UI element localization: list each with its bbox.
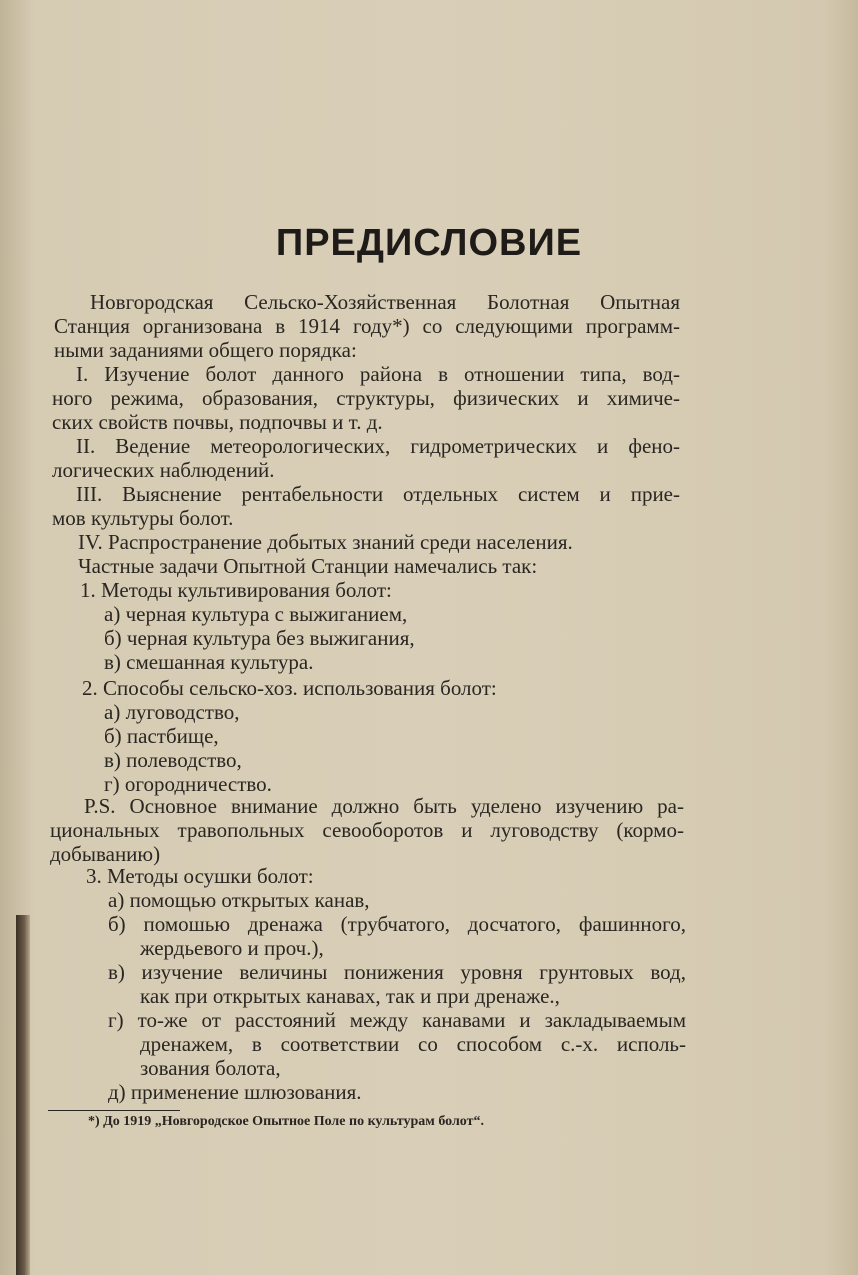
list-item: а) черная культура с выжиганием, (104, 602, 408, 626)
list-item: как при открытых канавах, так и при дренаже., (140, 984, 560, 1008)
text-line: ного режима, образования, структуры, физических и химиче- (52, 386, 680, 410)
text-line: логических наблюдений. (52, 458, 275, 482)
footnote: *) До 1919 „Новгородское Опытное Поле по культурам болот“. (88, 1114, 484, 1129)
text-line: ными заданиями общего порядка: (54, 338, 357, 362)
footnote-rule (48, 1110, 180, 1111)
text-line: III. Выяснение рентабельности отдельных систем и прие- (76, 482, 680, 506)
list-item: в) полеводство, (104, 748, 242, 772)
text-line: P.S. Основное внимание должно быть уделено изучению ра- (84, 794, 684, 818)
list-item: а) луговодство, (104, 700, 240, 724)
list-item: зования болота, (140, 1056, 281, 1080)
list-item: в) смешанная культура. (104, 650, 314, 674)
list-item: б) помошью дренажа (трубчатого, досчатого, фашинного, (108, 912, 686, 936)
text-line: IV. Распространение добытых знаний среди населения. (78, 530, 573, 554)
list-heading: 3. Методы осушки болот: (86, 864, 314, 888)
text-line: ских свойств почвы, подпочвы и т. д. (52, 410, 383, 434)
text-line: I. Изучение болот данного района в отношении типа, вод- (76, 362, 680, 386)
book-spine-shadow (16, 915, 30, 1275)
list-item: в) изучение величины понижения уровня грунтовых вод, (108, 960, 686, 984)
text-line: добыванию) (50, 842, 161, 866)
text-line: Станция организована в 1914 году*) со следующими программ- (54, 314, 680, 338)
text-line: циональных травопольных севооборотов и луговодству (кормо- (50, 818, 684, 842)
list-item: б) пастбище, (104, 724, 219, 748)
text-line: Частные задачи Опытной Станции намечались так: (78, 554, 538, 578)
list-heading: 2. Способы сельско-хоз. использования болот: (82, 676, 497, 700)
text-line: II. Ведение метеорологических, гидрометрических и фено- (76, 434, 680, 458)
list-item: дренажем, в соответствии со способом с.-х. исполь- (140, 1032, 686, 1056)
list-item: а) помощью открытых канав, (108, 888, 370, 912)
list-item: г) то-же от расстояний между канавами и закладываемым (108, 1008, 686, 1032)
list-item: г) огородничество. (104, 772, 272, 796)
text-line: мов культуры болот. (52, 506, 234, 530)
list-heading: 1. Методы культивирования болот: (80, 578, 392, 602)
list-item: д) применение шлюзования. (108, 1080, 362, 1104)
list-item: жердьевого и проч.), (140, 936, 324, 960)
list-item: б) черная культура без выжигания, (104, 626, 415, 650)
text-line: Новгородская Сельско-Хозяйственная Болотная Опытная (90, 290, 680, 314)
page-title: ПРЕДИСЛОВИЕ (275, 222, 583, 264)
